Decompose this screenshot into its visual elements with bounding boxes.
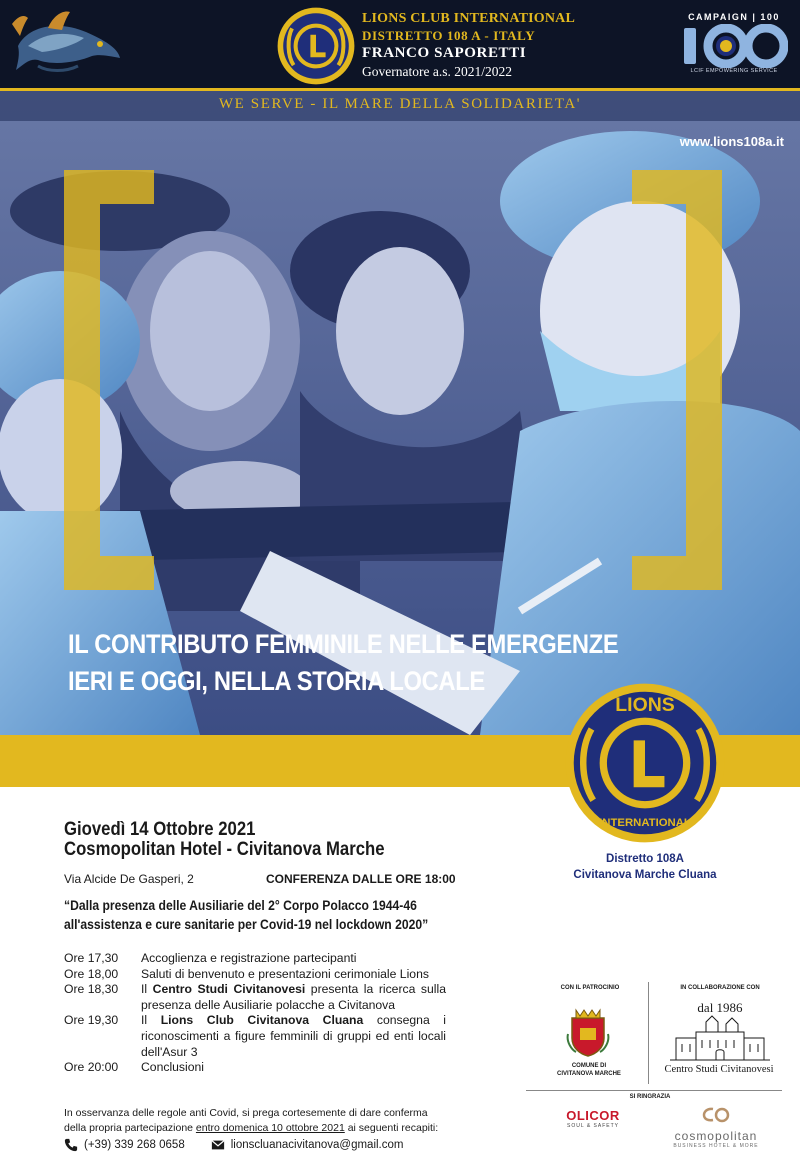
logo-text-bottom: INTERNATIONAL	[599, 817, 691, 830]
lions-logo-small	[276, 6, 356, 86]
program-row	[64, 951, 446, 967]
headline-line2: IERI E OGGI, NELLA STORIA LOCALE	[68, 666, 485, 696]
headline-line1: IL CONTRIBUTO FEMMINILE NELLE EMERGENZE	[68, 629, 619, 659]
cosmopolitan-subtitle: BUSINESS HOTEL & MORE	[673, 1143, 759, 1149]
quote-line2: all'assistenza e cure sanitarie per Covid-19 nel lockdown 2020”	[64, 917, 429, 932]
covid-notice	[64, 1106, 464, 1136]
bracket-right	[630, 170, 722, 590]
since-label: dal 1986	[697, 1000, 743, 1015]
cosmopolitan-name: cosmopolitan	[674, 1129, 758, 1143]
program-desc-text: Conclusioni	[141, 1060, 205, 1075]
notice-line1: In osservanza delle regole anti Covid, si prega cortesemente di dare conferma	[64, 1107, 428, 1119]
cosmopolitan-logo	[668, 1106, 764, 1149]
notice-line2-post: ai seguenti recapiti:	[344, 1122, 439, 1134]
sponsor-divider-vertical	[648, 982, 649, 1084]
organizer	[570, 851, 720, 883]
program-desc-text: Saluti di benvenuto e presentazioni cerimoniale Lions	[141, 966, 429, 981]
program-desc-text: presenta la ricerca sulla presenza delle Ausiliarie polacche a Civitanova	[141, 982, 446, 1012]
comune-line2: CIVITANOVA MARCHE	[557, 1071, 621, 1077]
lions-logo-large	[564, 682, 726, 844]
program-row	[64, 967, 446, 983]
email-icon	[211, 1138, 225, 1152]
comune-line1: COMUNE DI	[571, 1063, 607, 1069]
olicor-logo	[560, 1108, 626, 1129]
building-icon	[666, 1014, 774, 1064]
club-name: LIONS CLUB INTERNATIONAL	[362, 11, 576, 26]
program-row	[64, 1013, 446, 1060]
district-name: DISTRETTO 108 A - ITALY	[362, 28, 536, 43]
campaign-number-graphic	[680, 24, 788, 68]
program-desc	[141, 967, 446, 983]
program-schedule	[64, 951, 446, 1076]
comune-crest-icon	[566, 1006, 610, 1058]
olicor-subtitle: SOUL & SAFETY	[567, 1123, 619, 1129]
phone-number[interactable]: (+39) 339 268 0658	[84, 1139, 185, 1151]
centro-studi-label: Centro Studi Civitanovesi	[664, 1064, 774, 1075]
governor-role: Governatore a.s. 2021/2022	[362, 64, 512, 79]
program-desc-text: Il	[141, 1013, 161, 1028]
comune-label	[550, 1062, 628, 1078]
conference-time: CONFERENZA DALLE ORE 18:00	[266, 872, 456, 886]
dolphin-icon	[8, 6, 128, 84]
event-venue: Cosmopolitan Hotel - Civitanova Marche	[64, 839, 385, 860]
olicor-name: OLICOR	[566, 1108, 620, 1123]
program-desc-text: consegna i riconoscimenti a figure femminili di gruppi ed enti locali dell'Asur 3	[141, 1013, 447, 1059]
campaign-100-logo	[678, 12, 790, 82]
event-date: Giovedì 14 Ottobre 2021	[64, 819, 256, 840]
governor-name: FRANCO SAPORETTI	[362, 45, 527, 61]
header-bar	[0, 0, 800, 90]
program-time: Ore 18,30	[64, 982, 119, 997]
program-desc	[141, 1013, 446, 1060]
organizer-line1: Distretto 108A	[606, 853, 684, 865]
event-address: Via Alcide De Gasperi, 2	[64, 872, 194, 886]
tagline: WE SERVE - IL MARE DELLA SOLIDARIETA'	[218, 96, 582, 112]
campaign-subtitle: LCIF EMPOWERING SERVICE	[690, 68, 778, 74]
program-desc-text: Il	[141, 982, 153, 997]
thanks-title: SI RINGRAZIA	[629, 1094, 671, 1100]
sponsor-divider-horizontal	[526, 1090, 782, 1091]
program-desc-bold: Centro Studi Civitanovesi	[152, 982, 306, 997]
bracket-left	[64, 170, 156, 590]
contacts	[64, 1138, 403, 1152]
notice-line2-pre: della propria partecipazione	[64, 1122, 196, 1134]
program-row	[64, 1060, 446, 1076]
program-desc	[141, 982, 446, 1013]
program-time: Ore 19,30	[64, 1013, 119, 1028]
logo-text-top: LIONS	[615, 694, 675, 717]
collaboration-title: IN COLLABORAZIONE CON	[680, 985, 760, 991]
cosmopolitan-mark-icon	[701, 1106, 731, 1124]
event-quote	[64, 896, 428, 934]
program-desc-bold: Lions Club Civitanova Cluana	[160, 1013, 364, 1028]
notice-deadline: entro domenica 10 ottobre 2021	[195, 1122, 345, 1134]
email-address[interactable]: lionscluanacivitanova@gmail.com	[230, 1139, 404, 1151]
patronage-title: CON IL PATROCINIO	[560, 985, 620, 991]
program-time: Ore 17,30	[64, 951, 119, 965]
campaign-label: CAMPAIGN | 100	[688, 12, 780, 22]
program-time: Ore 20:00	[64, 1060, 119, 1075]
website-link[interactable]: www.lions108a.it	[679, 134, 784, 149]
program-desc	[141, 951, 446, 967]
program-desc-text: Accoglienza e registrazione partecipanti	[141, 951, 357, 965]
organizer-line2: Civitanova Marche Cluana	[573, 869, 717, 881]
program-desc	[141, 1060, 446, 1076]
program-row	[64, 982, 446, 1013]
phone-icon	[64, 1138, 78, 1152]
quote-line1: “Dalla presenza delle Ausiliarie del 2° Corpo Polacco 1944-46	[64, 898, 417, 913]
notice-line2	[64, 1121, 464, 1136]
program-time: Ore 18,00	[64, 966, 119, 981]
